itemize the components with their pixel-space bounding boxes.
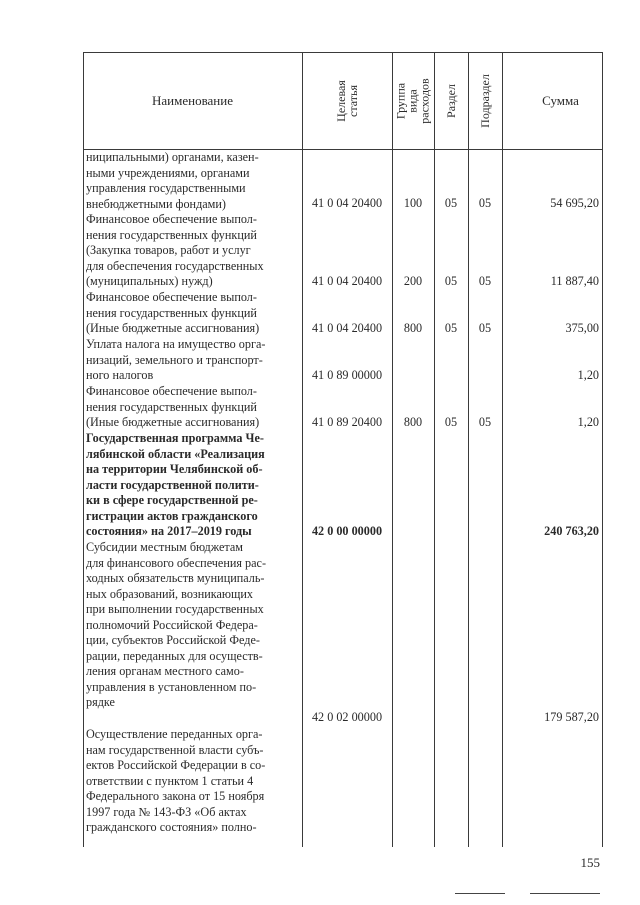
row-name: Уплата налога на имущество орга- низаций, земельного и транспорт- ного налогов <box>86 337 266 382</box>
row-code: 41 0 89 00000 <box>311 368 383 382</box>
row-name: Финансовое обеспечение выпол- нения государственных функций (Закупка товаров, работ и услуг для обеспечения государственных (муниципальных) нужд) <box>86 212 264 288</box>
row-name: Субсидии местным бюджетам для финансового обеспечения рас- ходных обязательств муниципаль- ных образований, возникающих при выполнении государственных полномочий Российской Федера- ции, субъектов Российской Феде- рации, переданных для осуществ- ления органам местного само- управления в установленном по- рядке <box>86 540 267 709</box>
header-sum: Сумма <box>542 92 579 108</box>
row-sum: 1,20 <box>577 415 599 429</box>
row-code: 42 0 02 00000 <box>311 710 383 724</box>
budget-table <box>83 52 603 847</box>
header-section: Раздел <box>443 83 458 118</box>
row-name: Государственная программа Че- лябинской области «Реализация на территории Челябинской об- ласти государственной полити- ки в сфере государственной ре- гистрации актов гражданского состояния» на 2017–2019 годы <box>86 431 265 538</box>
table-border-left <box>83 52 84 847</box>
row-group: 100 <box>403 196 423 210</box>
row-group: 200 <box>403 274 423 288</box>
row-code: 41 0 04 20400 <box>311 274 383 288</box>
row-sum: 179 587,20 <box>544 710 599 724</box>
row-code: 42 0 00 00000 <box>311 524 383 538</box>
row-subsection: 05 <box>478 321 492 335</box>
row-code: 41 0 89 20400 <box>311 415 383 429</box>
row-section: 05 <box>444 274 458 288</box>
column-divider <box>302 52 303 847</box>
row-group: 800 <box>403 415 423 429</box>
row-section: 05 <box>444 196 458 210</box>
row-section: 05 <box>444 415 458 429</box>
table-border-right <box>602 52 603 847</box>
header-group: Группа вида расходов <box>394 77 432 124</box>
row-name: Осуществление переданных орга- нам государственной власти субъ- ектов Российской Федерации в со- ответствии с пунктом 1 статьи 4 Федерального закона от 15 ноября 1997 года № 143-ФЗ «Об актах гражданского состояния» полно- <box>86 727 266 834</box>
row-name: Финансовое обеспечение выпол- нения государственных функций (Иные бюджетные ассигнования) <box>86 290 260 335</box>
column-divider <box>502 52 503 847</box>
header-name: Наименование <box>152 92 233 108</box>
row-subsection: 05 <box>478 415 492 429</box>
footer-rule <box>530 893 600 894</box>
header-subsection: Подраздел <box>478 73 493 128</box>
page-number: 155 <box>580 855 600 870</box>
header-code: Целевая статья <box>334 79 360 122</box>
column-divider <box>392 52 393 847</box>
row-sum: 1,20 <box>577 368 599 382</box>
row-name: Финансовое обеспечение выпол- нения государственных функций (Иные бюджетные ассигнования) <box>86 384 260 429</box>
row-section: 05 <box>444 321 458 335</box>
row-subsection: 05 <box>478 274 492 288</box>
row-sum: 375,00 <box>565 321 599 335</box>
row-sum: 11 887,40 <box>550 274 599 288</box>
column-divider <box>468 52 469 847</box>
row-sum: 54 695,20 <box>550 196 599 210</box>
row-code: 41 0 04 20400 <box>311 196 383 210</box>
row-code: 41 0 04 20400 <box>311 321 383 335</box>
footer-rule <box>455 893 505 894</box>
row-group: 800 <box>403 321 423 335</box>
row-subsection: 05 <box>478 196 492 210</box>
row-name: ниципальными) органами, казен- ными учреждениями, органами управления государственными внебюджетными фондами) <box>86 150 259 211</box>
column-divider <box>434 52 435 847</box>
row-sum: 240 763,20 <box>544 524 599 538</box>
